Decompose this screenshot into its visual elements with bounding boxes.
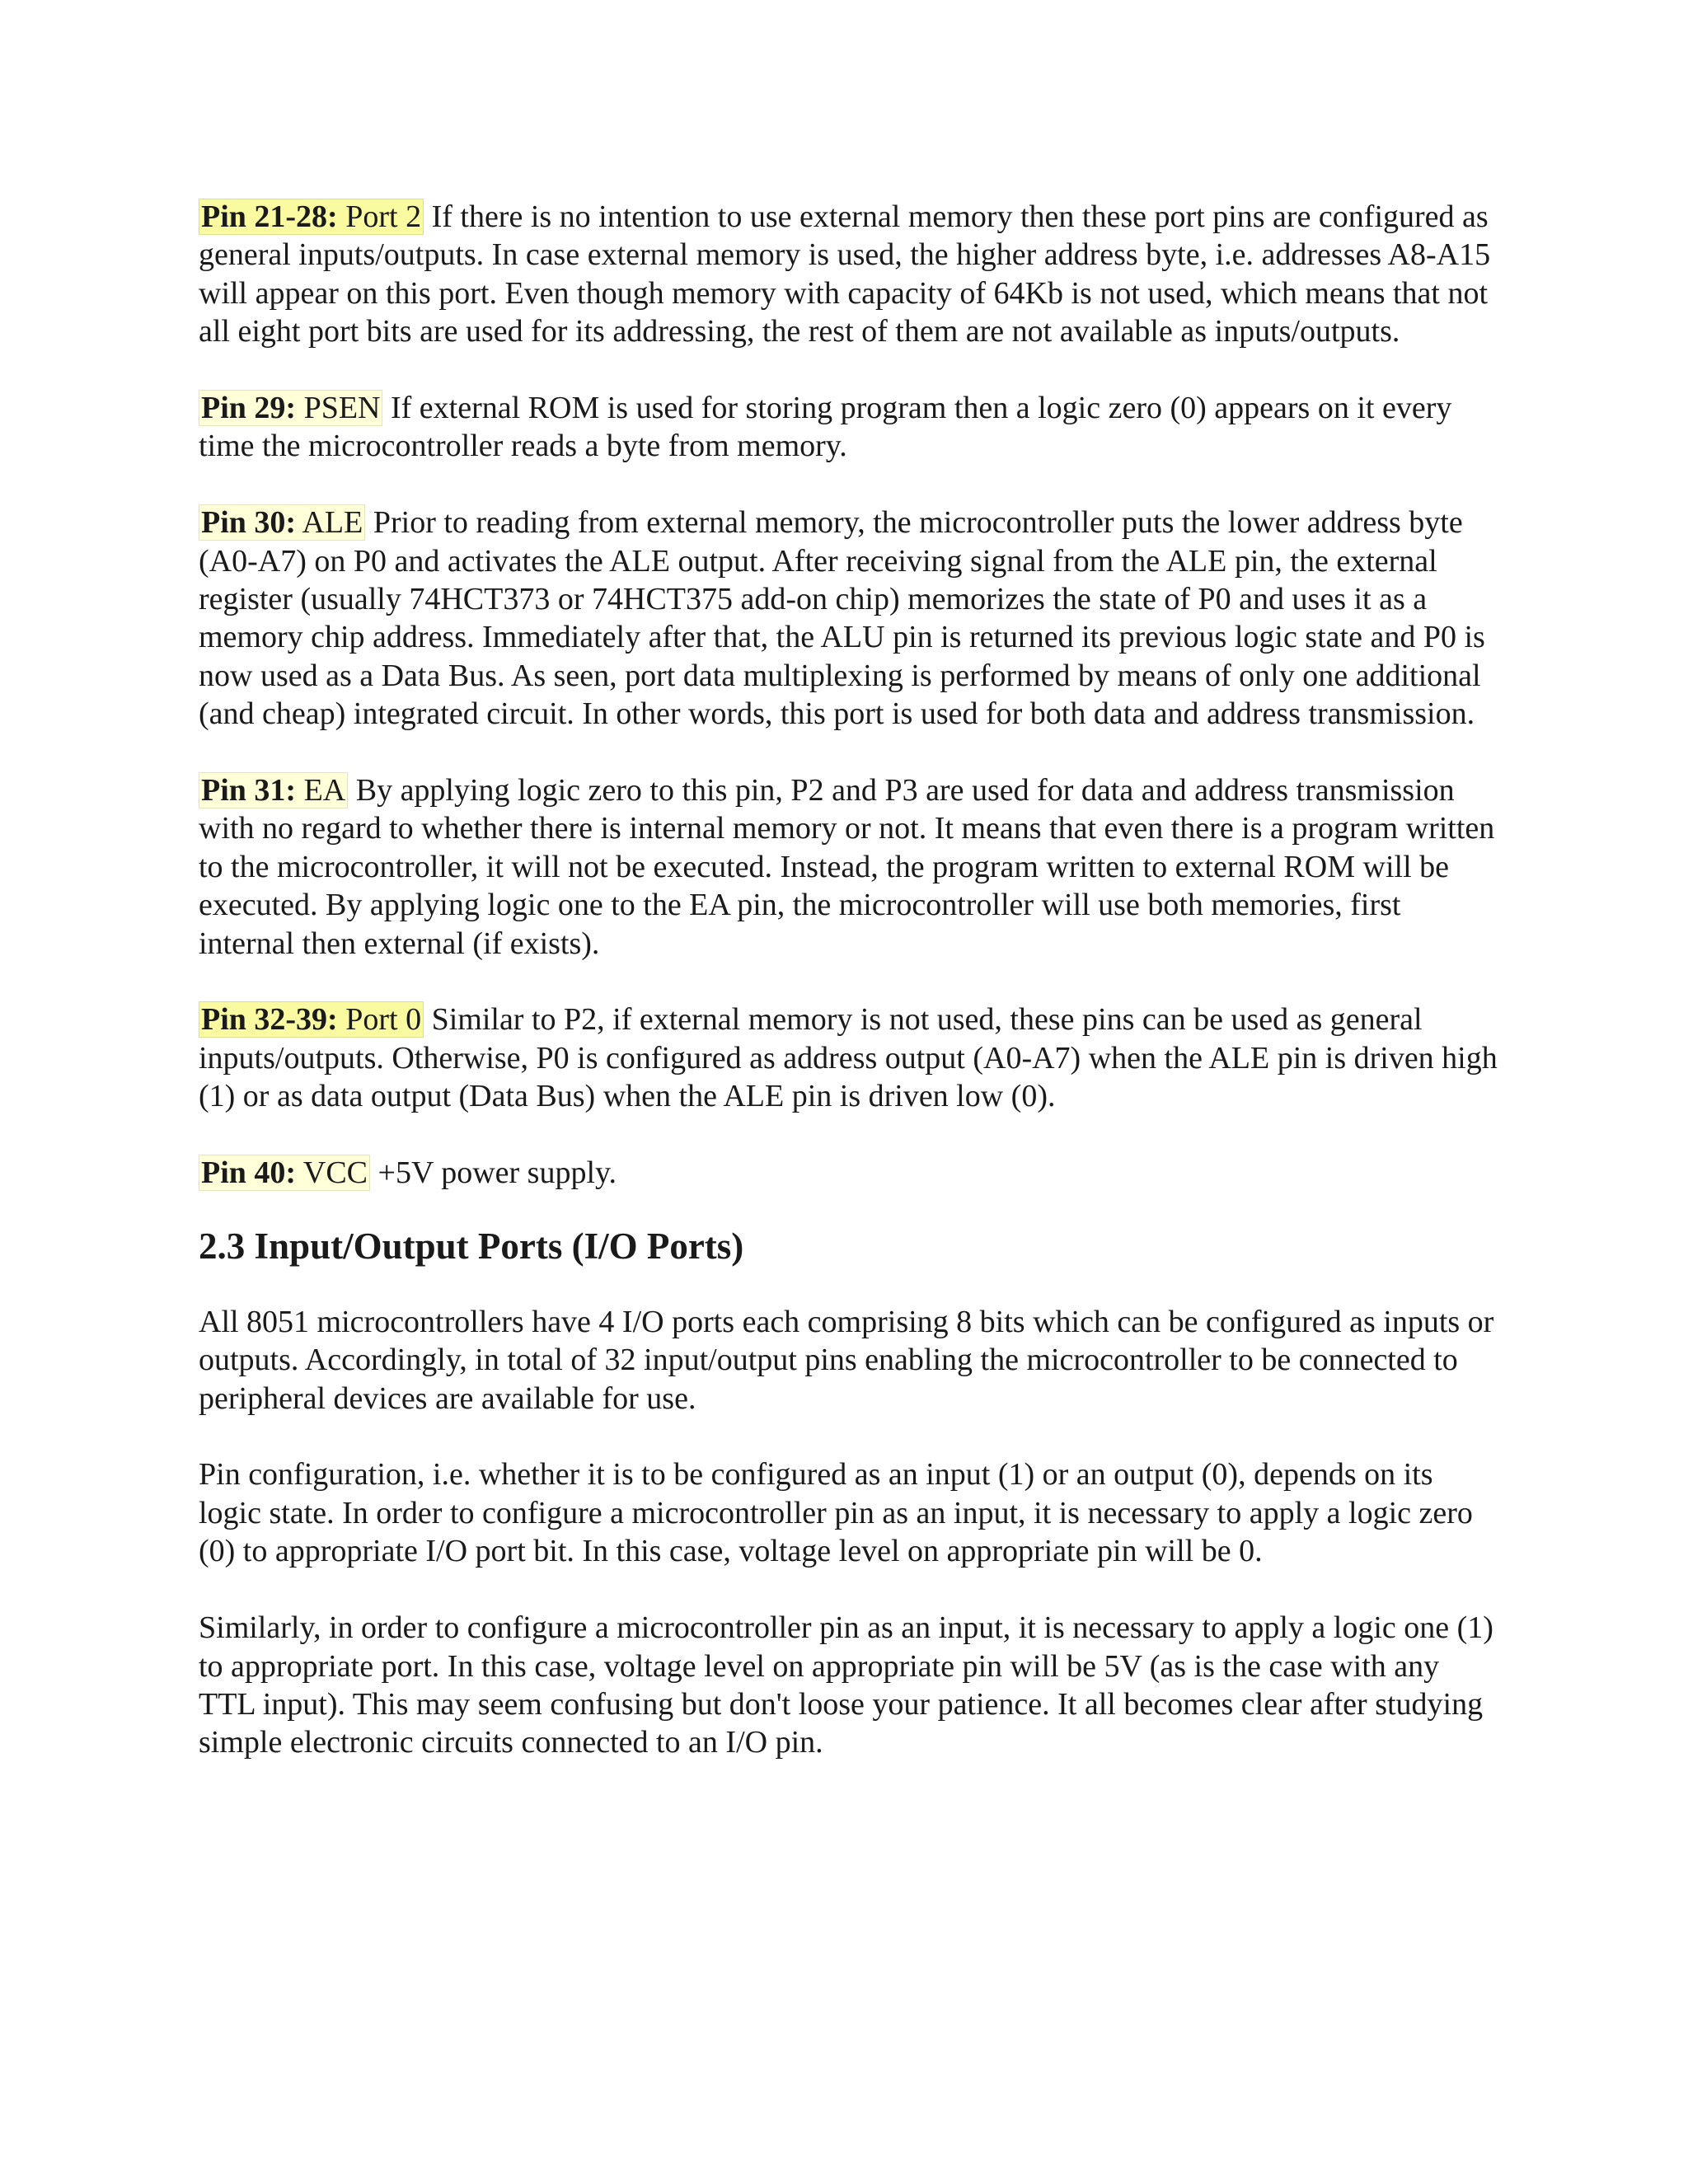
pin-21-28-tag: [199, 199, 424, 235]
pin-description: If there is no intention to use external memory then these port pins are configured as general inputs/outputs. In case external memory is used, the higher address byte, i.e. addresses A8-A15 will appear on this port. Even though memory with capacity of 64Kb is not used, which means that not all eight port bits are used for its addressing, the rest of them are not available as inputs/outputs.: [199, 199, 1491, 349]
pin-name: EA: [303, 773, 346, 808]
section-heading: 2.3 Input/Output Ports (I/O Ports): [199, 1225, 744, 1267]
pin-number: Pin 29:: [201, 391, 297, 426]
pin-number: Pin 21-28:: [201, 199, 338, 234]
pin-29-paragraph: [199, 389, 1501, 466]
pin-40-paragraph: [199, 1154, 1501, 1192]
pin-32-39-tag: [199, 1001, 424, 1038]
pin-40-tag: [199, 1155, 370, 1191]
pin-name: Port 2: [345, 199, 422, 234]
pin-number: Pin 32-39:: [201, 1002, 338, 1038]
section-paragraph: Pin configuration, i.e. whether it is to be configured as an input (1) or an output (0), depends on its logic state. In order to configure a microcontroller pin as an input, it is necessary to apply a logic zero (0) to appropriate I/O port bit. In this case, voltage level on appropriate pin will be 0.: [199, 1457, 1473, 1569]
pin-name: Port 0: [345, 1002, 422, 1038]
pin-30-tag: [199, 504, 365, 541]
pin-31-paragraph: [199, 771, 1501, 963]
pin-29-tag: [199, 390, 382, 426]
pin-description: +5V power supply.: [370, 1155, 617, 1191]
section-paragraph: Similarly, in order to configure a microcontroller pin as an input, it is necessary to apply a logic one (1) to appropriate port. In this case, voltage level on appropriate pin will be 5V (as is the case with any TTL input). This may seem confusing but don't loose your patience. It all becomes clear after studying simple electronic circuits connected to an I/O pin.: [199, 1610, 1493, 1760]
document-page: [199, 198, 1501, 1800]
pin-31-tag: [199, 772, 348, 808]
pin-description: Similar to P2, if external memory is not used, these pins can be used as general inputs/outputs. Otherwise, P0 is configured as address output (A0-A7) when the ALE pin is driven high (1) or as data output (Data Bus) when the ALE pin is driven low (0).: [199, 1002, 1498, 1114]
pin-name: ALE: [302, 505, 363, 541]
pin-name: PSEN: [303, 391, 381, 426]
pin-description: Prior to reading from external memory, the microcontroller puts the lower address byte (A0-A7) on P0 and activates the ALE output. After receiving signal from the ALE pin, the external register (usually 74HCT373 or 74HCT375 add-on chip) memorizes the state of P0 and uses it as a memory chip address. Immediately after that, the ALU pin is returned its previous logic state and P0 is now used as a Data Bus. As seen, port data multiplexing is performed by means of only one additional (and cheap) integrated circuit. In other words, this port is used for both data and address transmission.: [199, 505, 1485, 732]
pin-number: Pin 31:: [201, 773, 297, 808]
pin-description: If external ROM is used for storing program then a logic zero (0) appears on it every time the microcontroller reads a byte from memory.: [199, 391, 1452, 464]
pin-21-28-paragraph: [199, 198, 1501, 351]
pin-number: Pin 30:: [201, 505, 297, 541]
pin-name: VCC: [302, 1155, 368, 1191]
pin-32-39-paragraph: [199, 1001, 1501, 1115]
pin-description: By applying logic zero to this pin, P2 and P3 are used for data and address transmission with no regard to whether there is internal memory or not. It means that even there is a program written to the microcontroller, it will not be executed. Instead, the program written to external ROM will be executed. By applying logic one to the EA pin, the microcontroller will use both memories, first internal then external (if exists).: [199, 773, 1495, 961]
pin-30-paragraph: [199, 504, 1501, 733]
pin-number: Pin 40:: [201, 1155, 297, 1191]
section-paragraph: All 8051 microcontrollers have 4 I/O ports each comprising 8 bits which can be configured as inputs or outputs. Accordingly, in total of 32 input/output pins enabling the microcontroller to be connected to peripheral devices are available for use.: [199, 1304, 1494, 1416]
